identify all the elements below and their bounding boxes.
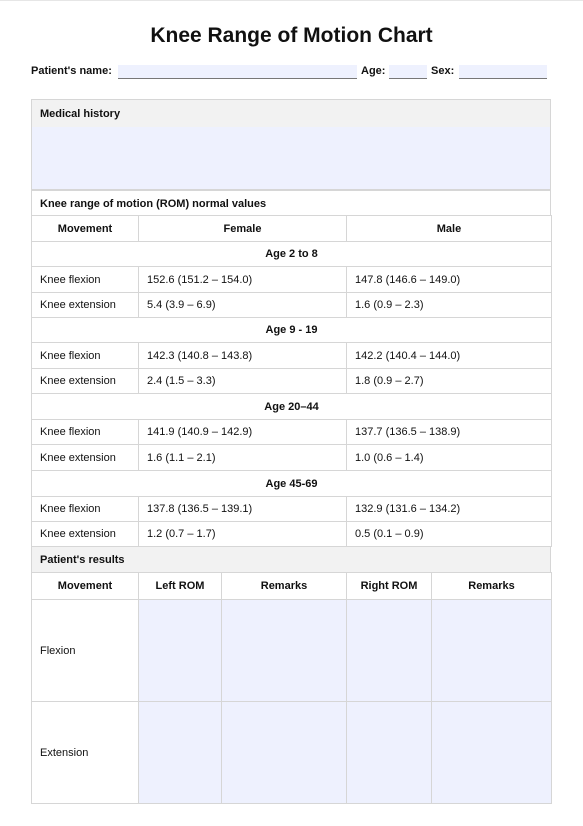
age-field[interactable] xyxy=(389,65,427,79)
age-group-label: Age 20–44 xyxy=(32,394,552,420)
male-value-cell: 1.8 (0.9 – 2.7) xyxy=(347,369,552,394)
female-value-cell: 1.2 (0.7 – 1.7) xyxy=(139,522,347,547)
column-header-movement: Movement xyxy=(32,216,139,242)
results-row-flexion xyxy=(32,600,552,702)
age-group-row xyxy=(32,242,552,267)
normal-values-header-row xyxy=(32,216,552,242)
right-remarks-field[interactable] xyxy=(432,702,552,804)
movement-cell: Knee extension xyxy=(32,445,139,471)
column-header-movement: Movement xyxy=(32,573,139,600)
left-rom-field[interactable] xyxy=(139,600,222,702)
movement-cell: Knee flexion xyxy=(32,497,139,522)
results-header-row xyxy=(32,573,552,600)
column-header-left-rom: Left ROM xyxy=(139,573,222,600)
normal-values-heading-bar xyxy=(31,190,551,216)
age-group-label: Age 9 - 19 xyxy=(32,318,552,343)
table-row xyxy=(32,267,552,293)
column-header-remarks-right: Remarks xyxy=(432,573,552,600)
right-rom-field[interactable] xyxy=(347,702,432,804)
table-row xyxy=(32,497,552,522)
movement-cell: Knee flexion xyxy=(32,267,139,293)
movement-cell: Knee extension xyxy=(32,369,139,394)
male-value-cell: 1.0 (0.6 – 1.4) xyxy=(347,445,552,471)
female-value-cell: 152.6 (151.2 – 154.0) xyxy=(139,267,347,293)
table-row xyxy=(32,445,552,471)
male-value-cell: 1.6 (0.9 – 2.3) xyxy=(347,293,552,318)
movement-cell: Extension xyxy=(32,702,139,804)
left-remarks-field[interactable] xyxy=(222,600,347,702)
age-group-row xyxy=(32,394,552,420)
sex-label: Sex: xyxy=(431,65,455,77)
male-value-cell: 0.5 (0.1 – 0.9) xyxy=(347,522,552,547)
column-header-remarks-left: Remarks xyxy=(222,573,347,600)
column-header-male: Male xyxy=(347,216,552,242)
medical-history-section xyxy=(31,99,551,190)
table-row xyxy=(32,293,552,318)
column-header-female: Female xyxy=(139,216,347,242)
female-value-cell: 1.6 (1.1 – 2.1) xyxy=(139,445,347,471)
movement-cell: Flexion xyxy=(32,600,139,702)
results-table xyxy=(31,572,552,804)
patient-name-field[interactable] xyxy=(118,65,357,79)
table-row xyxy=(32,369,552,394)
table-row xyxy=(32,420,552,445)
patient-name-label: Patient's name: xyxy=(31,65,112,77)
female-value-cell: 141.9 (140.9 – 142.9) xyxy=(139,420,347,445)
female-value-cell: 5.4 (3.9 – 6.9) xyxy=(139,293,347,318)
table-row xyxy=(32,343,552,369)
age-group-label: Age 45-69 xyxy=(32,471,552,497)
left-rom-field[interactable] xyxy=(139,702,222,804)
results-row-extension xyxy=(32,702,552,804)
left-remarks-field[interactable] xyxy=(222,702,347,804)
results-heading: Patient's results xyxy=(32,547,550,573)
sex-field[interactable] xyxy=(459,65,547,79)
medical-history-field[interactable] xyxy=(32,127,550,189)
medical-history-heading: Medical history xyxy=(32,100,550,127)
patient-info-fields xyxy=(31,65,551,79)
normal-values-heading: Knee range of motion (ROM) normal values xyxy=(32,191,550,216)
male-value-cell: 132.9 (131.6 – 134.2) xyxy=(347,497,552,522)
right-remarks-field[interactable] xyxy=(432,600,552,702)
age-group-row xyxy=(32,318,552,343)
movement-cell: Knee extension xyxy=(32,293,139,318)
page-title: Knee Range of Motion Chart xyxy=(150,24,433,47)
right-rom-field[interactable] xyxy=(347,600,432,702)
male-value-cell: 147.8 (146.6 – 149.0) xyxy=(347,267,552,293)
female-value-cell: 142.3 (140.8 – 143.8) xyxy=(139,343,347,369)
movement-cell: Knee flexion xyxy=(32,420,139,445)
movement-cell: Knee flexion xyxy=(32,343,139,369)
female-value-cell: 137.8 (136.5 – 139.1) xyxy=(139,497,347,522)
male-value-cell: 142.2 (140.4 – 144.0) xyxy=(347,343,552,369)
male-value-cell: 137.7 (136.5 – 138.9) xyxy=(347,420,552,445)
movement-cell: Knee extension xyxy=(32,522,139,547)
page-top-border xyxy=(0,0,583,1)
table-row xyxy=(32,522,552,547)
age-group-row xyxy=(32,471,552,497)
age-label: Age: xyxy=(361,65,386,77)
column-header-right-rom: Right ROM xyxy=(347,573,432,600)
age-group-label: Age 2 to 8 xyxy=(32,242,552,267)
results-heading-bar xyxy=(31,546,551,573)
normal-values-table xyxy=(31,215,552,547)
female-value-cell: 2.4 (1.5 – 3.3) xyxy=(139,369,347,394)
